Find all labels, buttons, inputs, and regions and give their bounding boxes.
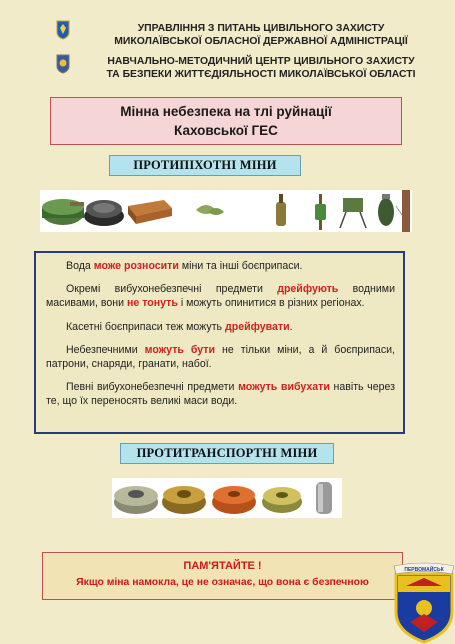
antitank-mines-image bbox=[112, 478, 342, 518]
info-text: Окремі вибухонебезпечні предмети bbox=[66, 283, 278, 296]
info-highlight: дрейфують bbox=[277, 283, 339, 296]
info-text: Вода bbox=[66, 260, 94, 272]
crest-label: ПЕРВОМАЙСЬК bbox=[404, 567, 444, 573]
header-line2: МИКОЛАЇВСЬКОЇ ОБЛАСНОЇ ДЕРЖАВНОЇ АДМІНІСТРАЦІЇ bbox=[114, 36, 408, 47]
tm62-mine-icon bbox=[114, 486, 158, 514]
info-text: . bbox=[289, 320, 293, 333]
yellow-antitank-mine-icon bbox=[262, 487, 302, 513]
info-highlight: може розносити bbox=[93, 260, 179, 272]
pmn-mine-icon bbox=[42, 199, 84, 225]
info-text: не тільки міни, а й боєприпаси, патрони, снаряди, гранати, набої. bbox=[46, 343, 395, 371]
header-line4: ТА БЕЗПЕКИ ЖИТТЄДІЯЛЬНОСТІ МИКОЛАЇВСЬКОЇ ОБЛАСТІ bbox=[106, 69, 416, 80]
info-paragraph-3 bbox=[46, 320, 395, 334]
antitank-mines-label: ПРОТИТРАНСПОРТНІ МІНИ bbox=[120, 443, 334, 464]
page-title bbox=[50, 97, 402, 145]
civil-protection-emblem-icon bbox=[56, 54, 70, 74]
info-text: Касетні боєприпаси теж можуть bbox=[66, 320, 226, 333]
info-highlight: можуть бути bbox=[144, 343, 216, 356]
warning-text: Якщо міна намокла, це не означає, що вона є безпечною bbox=[76, 577, 369, 588]
info-highlight: не тонуть bbox=[127, 297, 178, 310]
info-text: і можуть опинитися в різних регіонах. bbox=[177, 297, 365, 310]
orange-antitank-mine-icon bbox=[212, 486, 256, 514]
title-line1: Мінна небезпека на тлі руйнації bbox=[120, 104, 332, 119]
warning-box bbox=[42, 552, 403, 600]
info-text: Певні вибухонебезпечні предмети bbox=[66, 381, 239, 394]
info-text: Небезпечними bbox=[66, 343, 145, 356]
stake-icon bbox=[402, 190, 410, 232]
info-text: навіть через те, що їх переносять великі маси води. bbox=[46, 381, 395, 408]
info-paragraph-5 bbox=[46, 380, 395, 408]
info-highlight: дрейфувати bbox=[225, 320, 290, 333]
info-highlight: можуть вибухати bbox=[238, 381, 330, 394]
info-box bbox=[34, 251, 405, 434]
warning-title: ПАМ'ЯТАЙТЕ ! bbox=[183, 560, 262, 572]
info-paragraph-4 bbox=[46, 343, 395, 371]
info-paragraph-2 bbox=[46, 282, 395, 310]
tm57-mine-icon bbox=[162, 486, 206, 514]
header-line3: НАВЧАЛЬНО-МЕТОДИЧНИЙ ЦЕНТР ЦИВІЛЬНОГО ЗАХИСТУ bbox=[107, 56, 415, 67]
info-text: водними масивами, вони bbox=[46, 283, 395, 310]
antipersonnel-mines-label: ПРОТИПІХОТНІ МІНИ bbox=[109, 155, 301, 176]
info-paragraph-1 bbox=[46, 259, 395, 273]
mykolaiv-oblast-emblem-icon bbox=[56, 20, 70, 40]
pervomaisk-coat-of-arms-icon bbox=[392, 560, 455, 644]
info-text: міни та інші боєприпаси. bbox=[178, 260, 303, 272]
cylindrical-mine-icon bbox=[316, 482, 332, 514]
title-line2: Каховської ГЕС bbox=[174, 123, 278, 138]
header-line1: УПРАВЛІННЯ З ПИТАНЬ ЦИВІЛЬНОГО ЗАХИСТУ bbox=[137, 23, 385, 34]
pmn2-mine-icon bbox=[84, 200, 124, 226]
antipersonnel-mines-image bbox=[40, 190, 412, 232]
